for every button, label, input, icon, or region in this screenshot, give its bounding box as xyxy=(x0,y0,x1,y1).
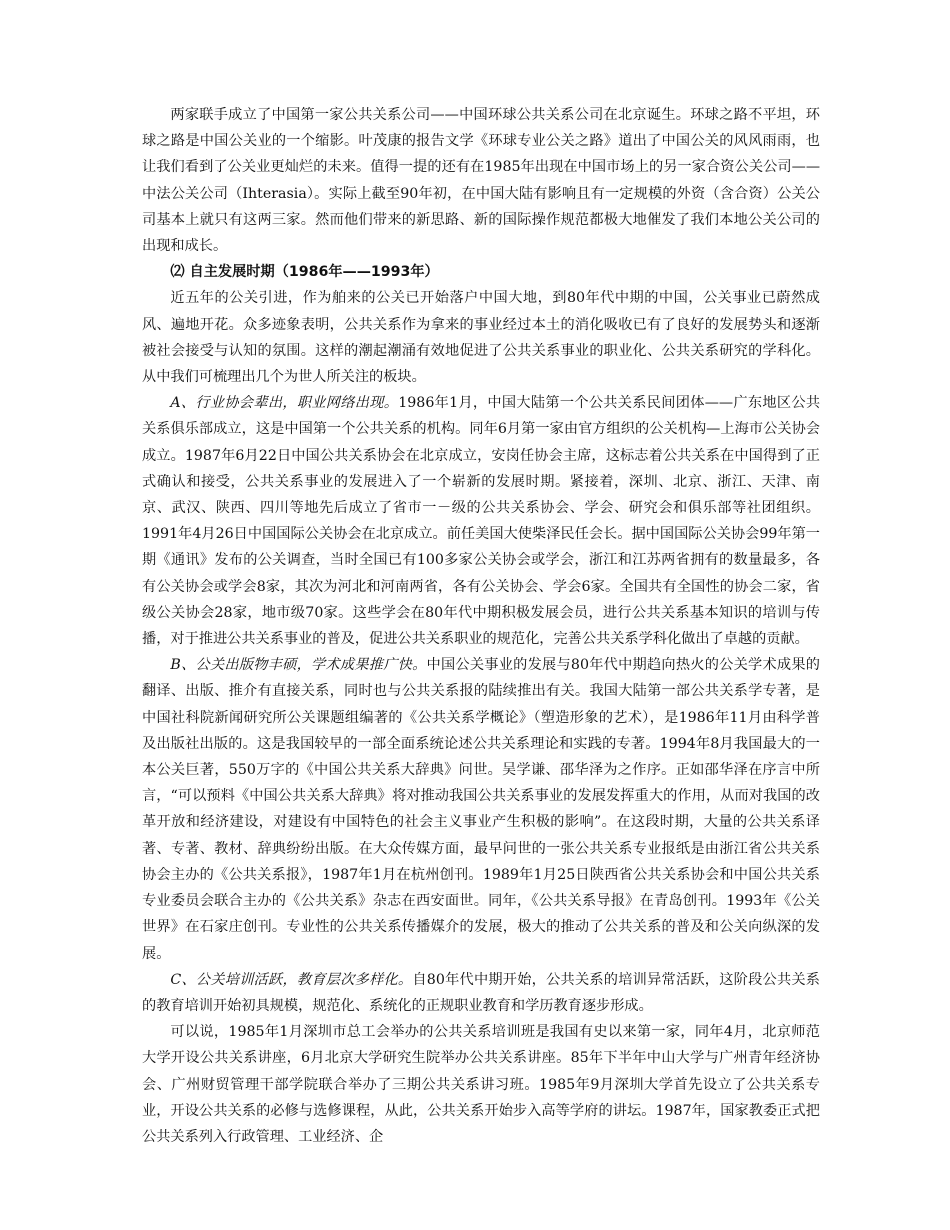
paragraph-five-years: 近五年的公关引进，作为舶来的公关已开始落户中国大地，到80年代中期的中国，公关事业已蔚然成风、遍地开花。众多迹象表明，公共关系作为拿来的事业经过本土的消化吸收已有了良好的发展势头和逐渐被社会接受与认知的氛围。这样的潮起潮涌有效地促进了公共关系事业的职业化、公共关系研究的学科化。从中我们可梳理出几个为世人所关注的板块。 xyxy=(142,290,820,386)
paragraph-b-lead: B、公关出版物丰硕，学术成果推广快。 xyxy=(170,657,427,674)
section-heading-text: ⑵ 自主发展时期（1986年——1993年） xyxy=(170,264,439,281)
paragraph-training-history: 可以说，1985年1月深圳市总工会举办的公共关系培训班是我国有史以来第一家，同年4月，北京师范大学开设公共关系讲座，6月北京大学研究生院举办公共关系讲座。85年下半年中山大学与广州青年经济协会、广州财贸管理干部学院联合举办了三期公共关系讲习班。1985年9月深圳大学首先设立了公共关系专业，开设公共关系的必修与选修课程，从此，公共关系开始步入高等学府的讲坛。1987年，国家教委正式把公共关系列入行政管理、工业经济、企 xyxy=(142,1024,820,1145)
paragraph-b-publications xyxy=(142,652,820,966)
section-heading-independent-development xyxy=(142,259,820,285)
document-page xyxy=(142,102,820,1150)
paragraph-a-body: 1986年1月，中国大陆第一个公共关系民间团体——广东地区公共关系俱乐部成立，这是中国第一个公共关系的机构。同年6月第一家由官方组织的公关机构—上海市公关协会成立。1987年6月22日中国公共关系协会在北京成立，安岗任协会主席，这标志着公共关系在中国得到了正式确认和接受，公共关系事业的发展进入了一个崭新的发展时期。紧接着，深圳、北京、浙江、天津、南京、武汉、陕西、四川等地先后成立了省市一－级的公共关系协会、学会、研究会和俱乐部等社团组织。1991年4月26日中国国际公关协会在北京成立。前任美国大使柴泽民任会长。据中国国际公关协会99年第一期《通讯》发布的公关调查，当时全国已有100多家公关协会或学会，浙江和江苏两省拥有的数量最多，各有公关协会或学会8家，其次为河北和河南两省，各有公关协会、学会6家。全国共有全国性的协会二家，省级公关协会28家，地市级70家。这些学会在80年代中期积极发展会员，进行公共关系基本知识的培训与传播，对于推进公共关系事业的普及，促进公共关系职业的规范化，完善公共关系学科化做出了卓越的贡献。 xyxy=(142,395,821,648)
paragraph-a-associations xyxy=(142,390,820,652)
paragraph-a-lead: A、行业协会辈出，职业网络出现。 xyxy=(170,395,399,412)
paragraph-global-pr-company: 两家联手成立了中国第一家公共关系公司——中国环球公共关系公司在北京诞生。环球之路不平坦，环球之路是中国公关业的一个缩影。叶茂康的报告文学《环球专业公关之路》道出了中国公关的风风雨雨，也让我们看到了公关业更灿烂的未来。值得一提的还有在1985年出现在中国市场上的另一家合资公关公司——中法公关公司（Ihterasia）。实际上截至90年初，在中国大陆有影响且有一定规模的外资（含合资）公关公司基本上就只有这两三家。然而他们带来的新思路、新的国际操作规范都极大地催发了我们本地公关公司的出现和成长。 xyxy=(142,107,820,255)
paragraph-c-lead: C、公关培训活跃，教育层次多样化。 xyxy=(170,971,413,988)
paragraph-b-body: 中国公关事业的发展与80年代中期趋向热火的公关学术成果的翻译、出版、推介有直接关系，同时也与公共关系报的陆续推出有关。我国大陆第一部公共关系学专著，是中国社科院新闻研究所公关课题组编著的《公共关系学概论》（塑造形象的艺术），是1986年11月由科学普及出版社出版的。这是我国较早的一部全面系统论述公共关系理论和实践的专著。1994年8月我国最大的一本公关巨著，550万字的《中国公共关系大辞典》问世。吴学谦、邵华泽为之作序。正如邵华泽在序言中所言，“可以预料《中国公共关系大辞典》将对推动我国公共关系事业的发展发挥重大的作用，从而对我国的改革开放和经济建设，对建设有中国特色的社会主义事业产生积极的影响”。在这段时期，大量的公共关系译著、专著、教材、辞典纷纷出版。在大众传媒方面，最早问世的一张公共关系专业报纸是由浙江省公共关系协会主办的《公共关系报》，1987年1月在杭州创刊。1989年1月25日陕西省公共关系协会和中国公共关系专业委员会联合主办的《公共关系》杂志在西安面世。同年，《公共关系导报》在青岛创刊。1993年《公关世界》在石家庄创刊。专业性的公共关系传播媒介的发展，极大的推动了公共关系的普及和公关向纵深的发展。 xyxy=(142,657,820,962)
paragraph-c-body: 自80年代中期开始，公共关系的培训异常活跃，这阶段公共关系的教育培训开始初具规模，规范化、系统化的正规职业教育和学历教育逐步形成。 xyxy=(142,971,820,1014)
paragraph-c-training xyxy=(142,967,820,1019)
